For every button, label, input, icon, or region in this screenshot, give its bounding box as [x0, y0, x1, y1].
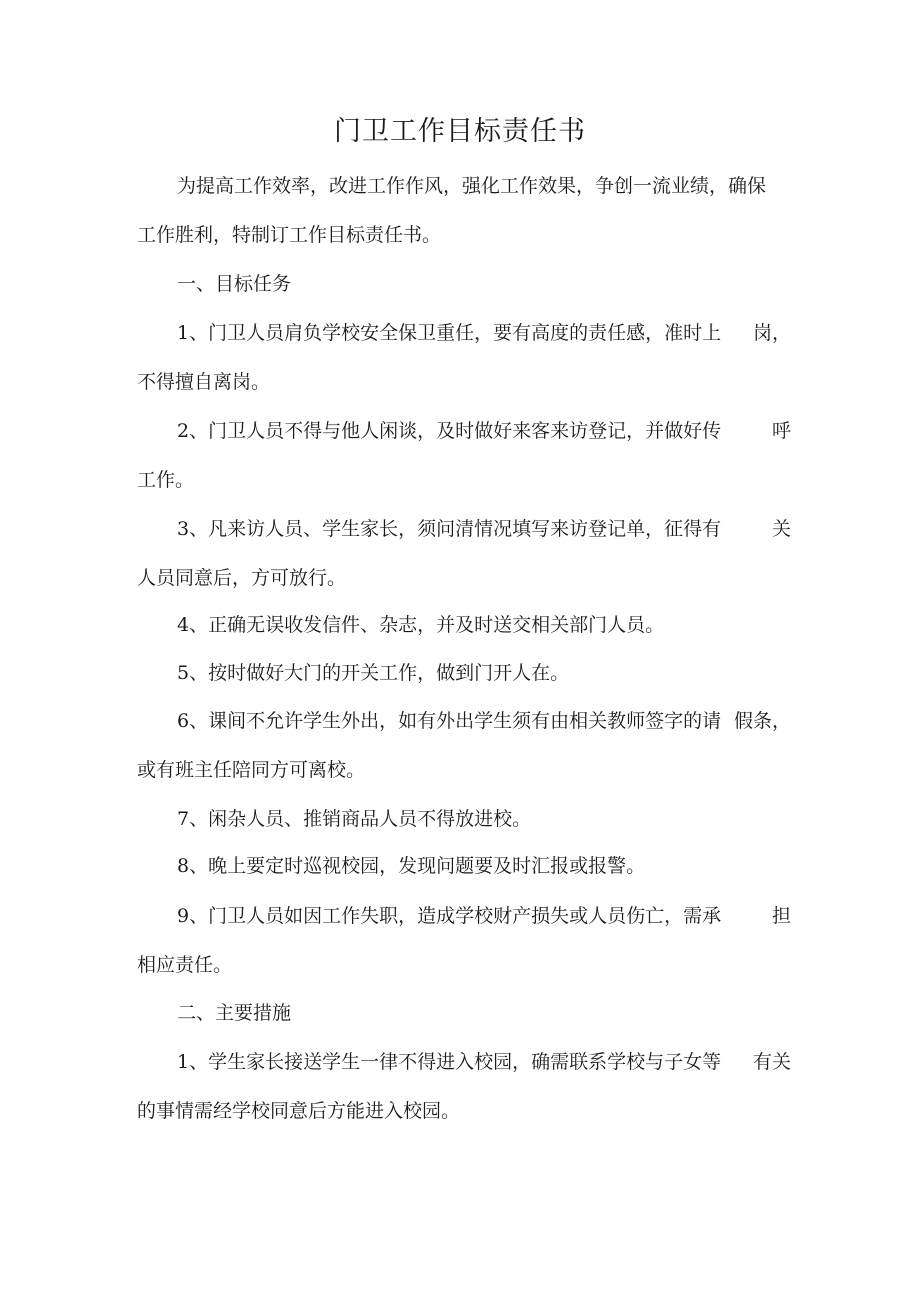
list-item	[137, 309, 791, 407]
intro-paragraph	[137, 162, 791, 260]
item-continuation: 相应责任。	[137, 954, 233, 976]
list-item	[137, 407, 791, 505]
section-heading-measures	[137, 989, 791, 1038]
intro-line-2: 工作胜利，特制订工作目标责任书。	[137, 224, 442, 246]
list-item	[137, 505, 791, 603]
item-continuation: 或有班主任陪同方可离校。	[137, 759, 366, 781]
list-item	[137, 601, 791, 650]
item-text-tail: 有关	[752, 1051, 791, 1073]
section-heading: 二、主要措施	[177, 1002, 292, 1024]
item-text: 3、凡来访人员、学生家长，须问清情况填写来访登记单，征得有	[177, 518, 722, 540]
item-continuation: 人员同意后，方可放行。	[137, 567, 347, 589]
item-text-tail: 关	[771, 518, 791, 540]
section-heading-targets	[137, 260, 791, 309]
list-item	[137, 892, 791, 990]
list-item	[137, 649, 791, 698]
list-item	[137, 1038, 791, 1136]
item-text: 5、按时做好大门的开关工作，做到门开人在。	[177, 662, 570, 684]
item-text-tail: 岗，	[752, 322, 791, 344]
intro-line-1: 为提高工作效率，改进工作作风，强化工作效果，争创一流业绩，确保	[177, 175, 767, 197]
item-text: 8、晚上要定时巡视校园，发现问题要及时汇报或报警。	[177, 855, 646, 877]
section-heading: 一、目标任务	[177, 273, 292, 295]
item-text-tail: 担	[771, 905, 791, 927]
item-text-tail: 呼	[771, 420, 791, 442]
list-item	[137, 795, 791, 844]
item-text: 4、正确无误收发信件、杂志，并及时送交相关部门人员。	[177, 614, 665, 636]
list-item	[137, 842, 791, 891]
list-item	[137, 697, 791, 795]
item-continuation: 工作。	[137, 469, 195, 491]
item-text: 6、课间不允许学生外出，如有外出学生须有由相关教师签字的请	[177, 710, 722, 732]
item-text: 7、闲杂人员、推销商品人员不得放进校。	[177, 808, 532, 830]
item-text: 9、门卫人员如因工作失职，造成学校财产损失或人员伤亡，需承	[177, 905, 722, 927]
item-text: 1、门卫人员肩负学校安全保卫重任，要有高度的责任感，准时上	[177, 322, 722, 344]
document-title: 门卫工作目标责任书	[334, 116, 586, 147]
item-text: 1、学生家长接送学生一律不得进入校园，确需联系学校与子女等	[177, 1051, 722, 1073]
item-continuation: 不得擅自离岗。	[137, 371, 271, 393]
item-text-tail: 假条，	[733, 710, 791, 732]
item-text: 2、门卫人员不得与他人闲谈，及时做好来客来访登记，并做好传	[177, 420, 722, 442]
item-continuation: 的事情需经学校同意后方能进入校园。	[137, 1100, 461, 1122]
